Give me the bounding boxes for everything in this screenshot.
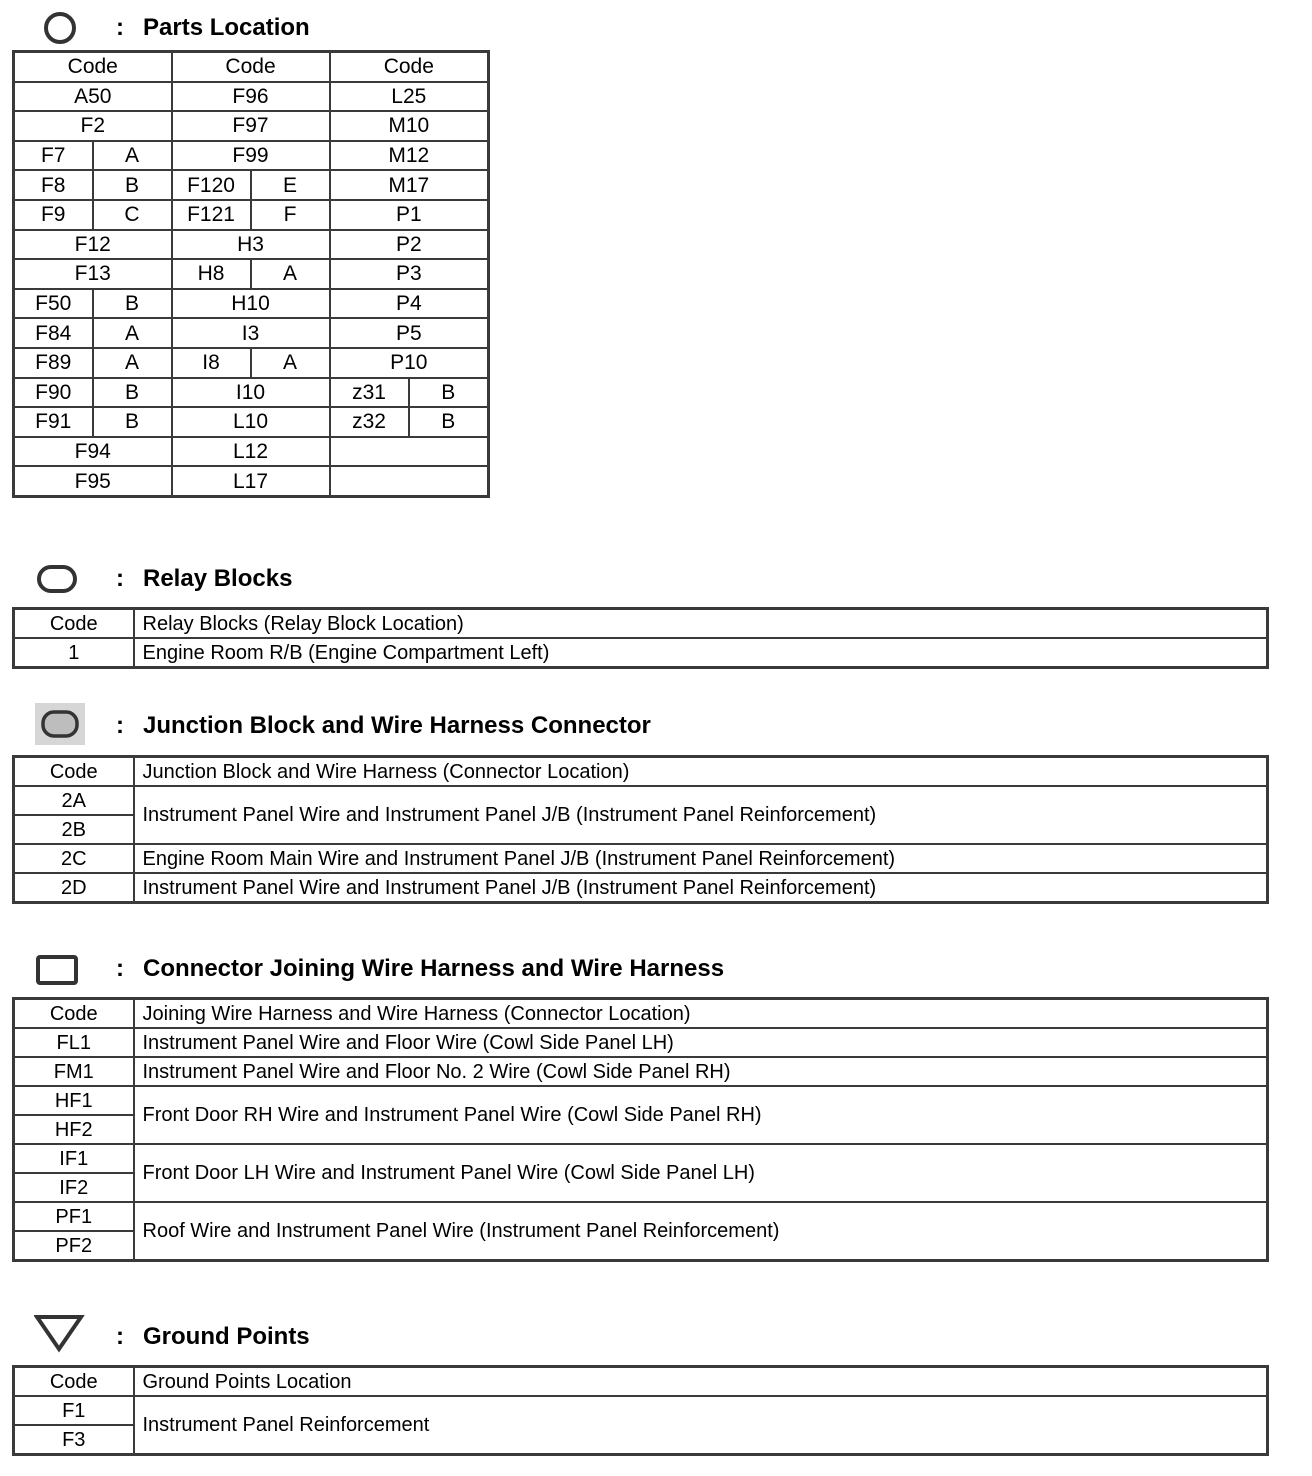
shaded-rounded-rectangle-icon — [34, 702, 86, 746]
table-row — [14, 1086, 1268, 1115]
table-header-row — [14, 757, 1268, 787]
code-cell: 2B — [14, 815, 134, 844]
table-row — [14, 844, 1268, 873]
part-code-cell: I8 — [172, 348, 251, 378]
part-location-letter-cell: C — [93, 200, 172, 230]
part-code-cell: F12 — [14, 230, 172, 260]
rectangle-icon — [34, 949, 86, 985]
connector-table — [12, 997, 1269, 1262]
table-row — [14, 318, 489, 348]
column-header-code: Code — [14, 757, 134, 787]
part-location-letter-cell: B — [93, 407, 172, 437]
table-row — [14, 1396, 1268, 1425]
location-cell: Instrument Panel Reinforcement — [134, 1396, 1268, 1455]
triangle-down-icon — [34, 1313, 86, 1353]
part-code-cell: F90 — [14, 378, 93, 408]
code-cell: HF1 — [14, 1086, 134, 1115]
relay-blocks-table — [12, 607, 1269, 669]
column-header-code: Code — [14, 609, 134, 639]
part-code-cell: P4 — [330, 289, 489, 319]
code-cell: 2C — [14, 844, 134, 873]
ground-points-title: Ground Points — [143, 1323, 310, 1350]
heading-colon: : — [116, 565, 124, 592]
connector-heading — [0, 945, 900, 985]
part-code-cell: F2 — [14, 111, 172, 141]
ground-points-table — [12, 1365, 1269, 1456]
part-code-cell: F95 — [14, 466, 172, 496]
heading-colon: : — [116, 712, 124, 739]
part-code-cell: F99 — [172, 141, 330, 171]
part-location-letter-cell: B — [93, 289, 172, 319]
location-cell: Instrument Panel Wire and Instrument Panel J/B (Instrument Panel Reinforcement) — [134, 786, 1268, 844]
part-location-letter-cell: B — [409, 407, 489, 437]
rounded-rectangle-icon — [34, 559, 86, 595]
relay-blocks-title: Relay Blocks — [143, 565, 293, 592]
part-code-cell: H3 — [172, 230, 330, 260]
part-code-cell: F8 — [14, 170, 93, 200]
part-code-cell: M12 — [330, 141, 489, 171]
part-code-cell: P5 — [330, 318, 489, 348]
part-code-cell: F91 — [14, 407, 93, 437]
code-cell: 1 — [14, 638, 134, 668]
part-code-cell: A50 — [14, 82, 172, 112]
heading-colon: : — [116, 1323, 124, 1350]
part-code-cell: M17 — [330, 170, 489, 200]
table-row — [14, 407, 489, 437]
location-cell: Instrument Panel Wire and Floor Wire (Cowl Side Panel LH) — [134, 1028, 1268, 1057]
code-cell: 2D — [14, 873, 134, 903]
circle-icon — [34, 8, 86, 44]
part-code-cell: F9 — [14, 200, 93, 230]
part-location-letter-cell: B — [409, 378, 489, 408]
part-code-cell: F50 — [14, 289, 93, 319]
column-header-location: Relay Blocks (Relay Block Location) — [134, 609, 1268, 639]
part-code-cell: F89 — [14, 348, 93, 378]
part-location-letter-cell: A — [93, 318, 172, 348]
heading-colon: : — [116, 955, 124, 982]
table-header-row — [14, 609, 1268, 639]
location-cell: Roof Wire and Instrument Panel Wire (Instrument Panel Reinforcement) — [134, 1202, 1268, 1261]
table-header-row — [14, 1367, 1268, 1397]
location-cell: Front Door RH Wire and Instrument Panel Wire (Cowl Side Panel RH) — [134, 1086, 1268, 1144]
part-code-cell: F84 — [14, 318, 93, 348]
table-header-row — [14, 999, 1268, 1029]
table-row — [14, 259, 489, 289]
code-cell: 2A — [14, 786, 134, 815]
table-row — [14, 786, 1268, 815]
ground-points-heading — [0, 1313, 900, 1353]
column-header-location: Ground Points Location — [134, 1367, 1268, 1397]
part-code-cell: I10 — [172, 378, 330, 408]
table-row — [14, 1057, 1268, 1086]
code-cell: FM1 — [14, 1057, 134, 1086]
junction-block-title: Junction Block and Wire Harness Connector — [143, 712, 651, 739]
part-code-cell: P1 — [330, 200, 489, 230]
column-header-code: Code — [14, 999, 134, 1029]
part-code-cell: L12 — [172, 437, 330, 467]
code-cell: PF1 — [14, 1202, 134, 1231]
location-cell: Instrument Panel Wire and Instrument Panel J/B (Instrument Panel Reinforcement) — [134, 873, 1268, 903]
table-row — [14, 1144, 1268, 1173]
table-row — [14, 289, 489, 319]
code-cell: IF1 — [14, 1144, 134, 1173]
part-location-letter-cell: A — [251, 348, 330, 378]
part-code-cell: H8 — [172, 259, 251, 289]
table-header-row — [14, 52, 489, 82]
part-code-cell: F121 — [172, 200, 251, 230]
column-header-location: Joining Wire Harness and Wire Harness (Connector Location) — [134, 999, 1268, 1029]
table-row — [14, 111, 489, 141]
table-row — [14, 638, 1268, 668]
column-header-location: Junction Block and Wire Harness (Connector Location) — [134, 757, 1268, 787]
code-cell: F1 — [14, 1396, 134, 1425]
part-code-cell — [330, 466, 489, 496]
parts-location-title: Parts Location — [143, 14, 310, 41]
table-row — [14, 466, 489, 496]
part-location-letter-cell: E — [251, 170, 330, 200]
part-code-cell: L25 — [330, 82, 489, 112]
heading-colon: : — [116, 14, 124, 41]
connector-title: Connector Joining Wire Harness and Wire Harness — [143, 955, 725, 982]
table-row — [14, 437, 489, 467]
part-code-cell: I3 — [172, 318, 330, 348]
junction-block-heading — [0, 702, 900, 742]
table-row — [14, 82, 489, 112]
column-header-code: Code — [14, 52, 172, 82]
code-cell: PF2 — [14, 1231, 134, 1261]
part-code-cell: P3 — [330, 259, 489, 289]
part-code-cell: L10 — [172, 407, 330, 437]
code-cell: HF2 — [14, 1115, 134, 1144]
parts-location-table — [12, 50, 490, 498]
part-code-cell: F7 — [14, 141, 93, 171]
junction-block-table — [12, 755, 1269, 904]
code-cell: FL1 — [14, 1028, 134, 1057]
table-row — [14, 348, 489, 378]
part-location-letter-cell: B — [93, 378, 172, 408]
part-location-letter-cell: B — [93, 170, 172, 200]
column-header-code: Code — [172, 52, 330, 82]
table-row — [14, 378, 489, 408]
part-code-cell: H10 — [172, 289, 330, 319]
code-cell: IF2 — [14, 1173, 134, 1202]
part-code-cell: F13 — [14, 259, 172, 289]
location-cell: Front Door LH Wire and Instrument Panel Wire (Cowl Side Panel LH) — [134, 1144, 1268, 1202]
table-row — [14, 141, 489, 171]
table-row — [14, 170, 489, 200]
location-cell: Engine Room R/B (Engine Compartment Left) — [134, 638, 1268, 668]
table-row — [14, 230, 489, 260]
part-location-letter-cell: A — [251, 259, 330, 289]
part-location-letter-cell: A — [93, 348, 172, 378]
relay-blocks-heading — [0, 555, 900, 595]
table-row — [14, 1028, 1268, 1057]
part-code-cell: P10 — [330, 348, 489, 378]
part-code-cell: z32 — [330, 407, 409, 437]
part-code-cell: F96 — [172, 82, 330, 112]
location-cell: Instrument Panel Wire and Floor No. 2 Wire (Cowl Side Panel RH) — [134, 1057, 1268, 1086]
location-cell: Engine Room Main Wire and Instrument Panel J/B (Instrument Panel Reinforcement) — [134, 844, 1268, 873]
part-code-cell: F97 — [172, 111, 330, 141]
part-code-cell: F94 — [14, 437, 172, 467]
column-header-code: Code — [330, 52, 489, 82]
code-cell: F3 — [14, 1425, 134, 1455]
part-location-letter-cell: F — [251, 200, 330, 230]
part-code-cell: z31 — [330, 378, 409, 408]
part-code-cell: F120 — [172, 170, 251, 200]
part-code-cell: P2 — [330, 230, 489, 260]
part-code-cell: M10 — [330, 111, 489, 141]
parts-location-heading — [0, 4, 900, 44]
table-row — [14, 873, 1268, 903]
part-code-cell: L17 — [172, 466, 330, 496]
table-row — [14, 1202, 1268, 1231]
part-location-letter-cell: A — [93, 141, 172, 171]
column-header-code: Code — [14, 1367, 134, 1397]
table-row — [14, 200, 489, 230]
part-code-cell — [330, 437, 489, 467]
